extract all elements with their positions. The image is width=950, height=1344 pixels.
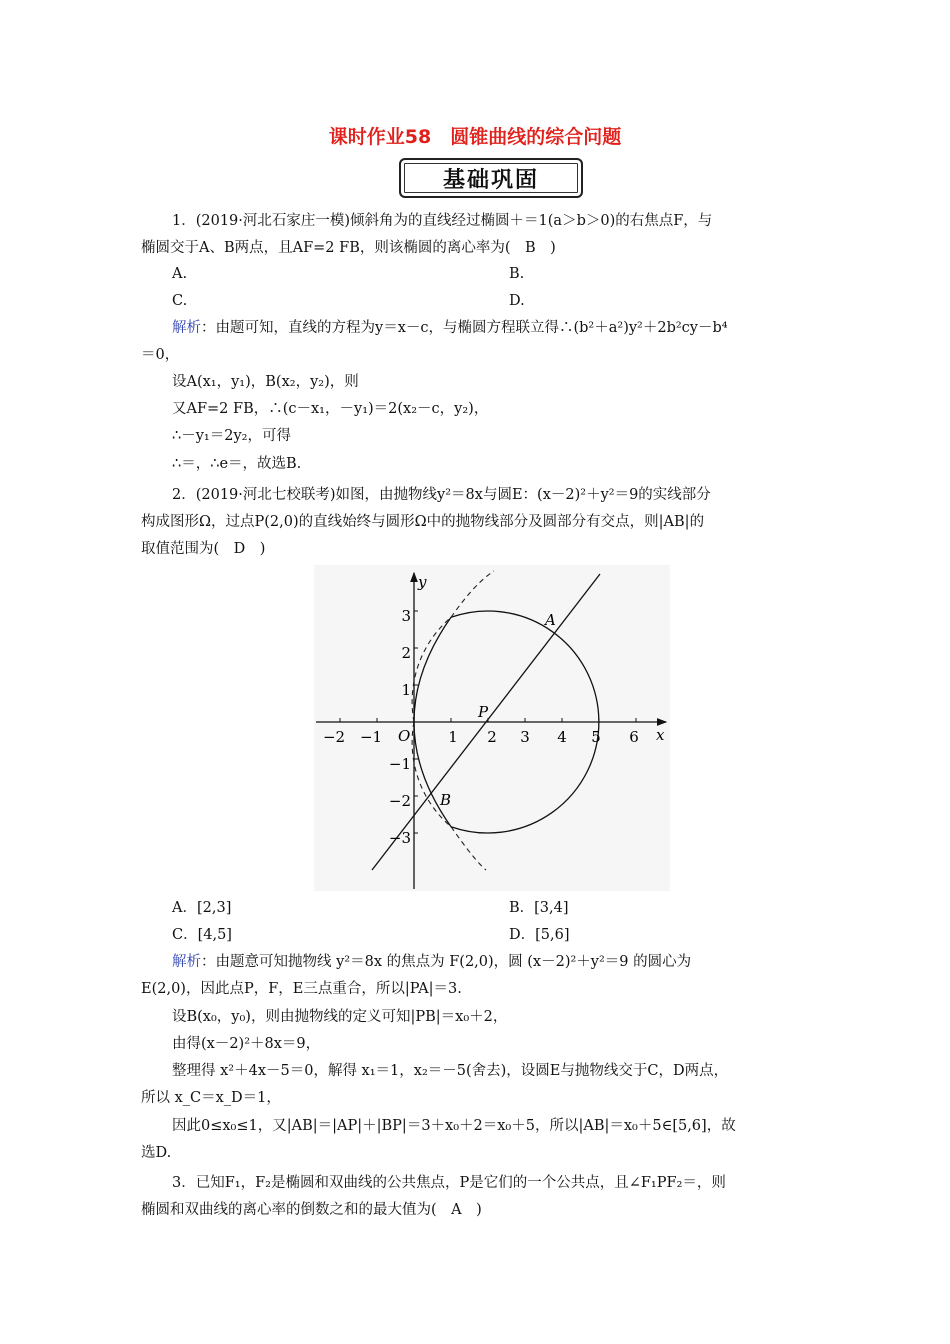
x-tick-label: 2 <box>487 728 497 746</box>
q1-analysis-line2: ＝0， <box>141 347 180 363</box>
y-tick-label: 3 <box>401 607 411 625</box>
q1-analysis-line6: ∴＝，∴e＝，故选B. <box>172 456 302 472</box>
q2-figure <box>314 565 670 891</box>
q1-option-d: D. <box>509 293 525 309</box>
q3-stem-line1: 3．已知F₁，F₂是椭圆和双曲线的公共焦点，P是它们的一个公共点，且∠F₁PF₂＝，则 <box>172 1175 726 1191</box>
q1-option-a: A. <box>172 266 188 282</box>
x-axis-label: x <box>656 726 665 744</box>
y-tick-label: −1 <box>388 755 411 773</box>
y-axis-label: y <box>418 573 427 591</box>
q2-stem-line3: 取值范围为( D ) <box>141 541 266 557</box>
q2-analysis-line6: 所以 x_C＝x_D＝1， <box>141 1090 281 1106</box>
q2-analysis-line1 <box>172 952 691 972</box>
x-tick-label: 5 <box>591 728 601 746</box>
section-badge: 基础巩固 <box>399 158 583 198</box>
y-tick-label: −2 <box>388 792 411 810</box>
q3-stem-line2: 椭圆和双曲线的离心率的倒数之和的最大值为( A ) <box>141 1202 482 1218</box>
page-title: 课时作业58 圆锥曲线的综合问题 <box>328 126 622 148</box>
q2-option-d: D．[5,6] <box>509 927 570 943</box>
y-tick-label: 2 <box>401 644 411 662</box>
q1-option-c: C. <box>172 293 188 309</box>
q1-analysis-label: 解析 <box>172 320 201 336</box>
q1-analysis-line4: 又AF=2 FB，∴(c－x₁，－y₁)＝2(x₂－c，y₂)， <box>172 401 489 417</box>
q2-analysis-text1: ：由题意可知抛物线 y²＝8x 的焦点为 F(2,0)，圆 (x－2)²＋y²＝9 的圆心为 <box>201 954 692 970</box>
point-p-label: P <box>478 703 489 721</box>
q2-option-a: A．[2,3] <box>172 900 232 916</box>
x-tick-label: −1 <box>359 728 383 746</box>
q1-stem-line1: 1．(2019·河北石家庄一模)倾斜角为的直线经过椭圆＋＝1(a＞b＞0)的右焦点F，与 <box>172 213 713 229</box>
q2-analysis-line4: 由得(x－2)²＋8x＝9， <box>172 1036 321 1052</box>
x-tick-label: 1 <box>448 728 458 746</box>
q1-stem-line2: 椭圆交于A、B两点，且AF=2 FB，则该椭圆的离心率为( B ) <box>141 240 556 256</box>
y-tick-label: −3 <box>388 829 411 847</box>
point-b-label: B <box>440 791 452 809</box>
q2-option-b: B．[3,4] <box>509 900 569 916</box>
q2-analysis-line7: 因此0≤x₀≤1，又|AB|＝|AP|＋|BP|＝3＋x₀＋2＝x₀＋5，所以|AB|＝x₀＋5∈[5,6]，故 <box>172 1118 736 1134</box>
q2-analysis-line3: 设B(x₀，y₀)，则由抛物线的定义可知|PB|＝x₀＋2， <box>172 1009 508 1025</box>
x-tick-label: 4 <box>557 728 567 746</box>
q1-analysis-line3: 设A(x₁，y₁)，B(x₂，y₂)，则 <box>172 374 359 390</box>
point-a-label: A <box>545 611 556 629</box>
q2-analysis-label: 解析 <box>172 954 201 970</box>
q1-option-b: B. <box>509 266 525 282</box>
q1-analysis-line5: ∴－y₁＝2y₂，可得 <box>172 428 291 444</box>
q2-stem-line1: 2．(2019·河北七校联考)如图，由抛物线y²＝8x与圆E：(x－2)²＋y²＝9的实线部分 <box>172 487 711 503</box>
q1-analysis-line1 <box>172 318 728 338</box>
q1-analysis-text1: ：由题可知，直线的方程为y＝x－c，与椭圆方程联立得∴(b²＋a²)y²＋2b²cy－b⁴ <box>201 320 728 336</box>
q2-analysis-line5: 整理得 x²＋4x－5＝0，解得 x₁＝1，x₂＝－5(舍去)，设圆E与抛物线交于C，D两点， <box>172 1063 729 1079</box>
q2-option-c: C．[4,5] <box>172 927 232 943</box>
origin-label: O <box>398 727 411 745</box>
x-tick-label: −2 <box>322 728 346 746</box>
x-tick-label: 6 <box>629 728 639 746</box>
y-tick-label: 1 <box>401 681 411 699</box>
q2-stem-line2: 构成图形Ω，过点P(2,0)的直线始终与圆形Ω中的抛物线部分及圆部分有交点，则|AB|的 <box>141 514 705 530</box>
q2-analysis-line2: E(2,0)，因此点P，F，E三点重合，所以|PA|＝3. <box>141 981 462 997</box>
q2-analysis-line8: 选D. <box>141 1145 172 1161</box>
x-tick-label: 3 <box>520 728 530 746</box>
